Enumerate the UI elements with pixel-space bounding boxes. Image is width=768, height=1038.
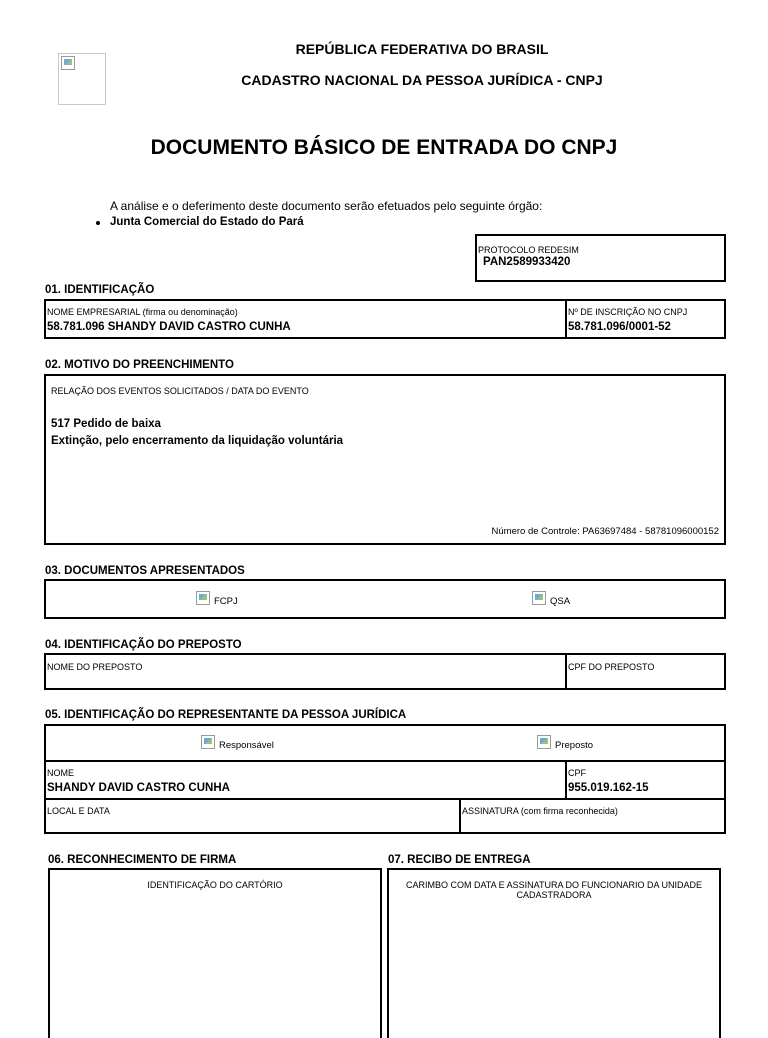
section-02-title: 02. MOTIVO DO PREENCHIMENTO (45, 359, 234, 371)
protocol-box (475, 234, 726, 282)
cnpj-value: 58.781.096/0001-52 (568, 321, 671, 333)
section-05-title: 05. IDENTIFICAÇÃO DO REPRESENTANTE DA PESSOA JURÍDICA (45, 709, 407, 721)
intro-text: A análise e o deferimento deste documento serão efetuados pelo seguinte órgão: (110, 199, 543, 213)
document-title: DOCUMENTO BÁSICO DE ENTRADA DO CNPJ (150, 136, 618, 159)
notary-box (48, 868, 382, 1038)
section-01-title: 01. IDENTIFICAÇÃO (45, 284, 155, 296)
section-03-title: 03. DOCUMENTOS APRESENTADOS (45, 565, 245, 577)
section-06-title: 06. RECONHECIMENTO DE FIRMA (48, 854, 237, 866)
checkbox-image-icon (196, 591, 210, 605)
agent-box (44, 653, 726, 690)
registry-heading: CADASTRO NACIONAL DA PESSOA JURÍDICA - CNPJ (241, 72, 603, 88)
event-line-2: Extinção, pelo encerramento da liquidação voluntária (51, 435, 344, 447)
protocol-label: PROTOCOLO REDESIM (478, 245, 579, 255)
events-label: RELAÇÃO DOS EVENTOS SOLICITADOS / DATA DO EVENTO (51, 386, 309, 396)
option-responsavel: Responsável (219, 740, 274, 751)
document-qsa: QSA (550, 596, 571, 607)
section-04-title: 04. IDENTIFICAÇÃO DO PREPOSTO (45, 639, 242, 651)
representative-name-label: NOME (47, 768, 74, 778)
company-name-label: NOME EMPRESARIAL (firma ou denominação) (47, 307, 238, 317)
organ-bullet (96, 221, 100, 225)
representative-box (44, 724, 726, 834)
receipt-label-line-2: CADASTRADORA (516, 890, 592, 900)
document-fcpj: FCPJ (214, 596, 238, 607)
representative-name-value: SHANDY DAVID CASTRO CUNHA (47, 782, 230, 794)
checkbox-image-icon (201, 735, 215, 749)
place-date-label: LOCAL E DATA (47, 806, 110, 816)
organ-name: Junta Comercial do Estado do Pará (110, 216, 304, 228)
receipt-label-line-1: CARIMBO COM DATA E ASSINATURA DO FUNCIONARIO DA UNIDADE (405, 880, 703, 890)
identification-box (44, 299, 726, 339)
signature-label: ASSINATURA (com firma reconhecida) (462, 806, 618, 816)
receipt-box (387, 868, 721, 1038)
company-name-value: 58.781.096 SHANDY DAVID CASTRO CUNHA (47, 321, 291, 333)
option-preposto: Preposto (555, 740, 594, 751)
cnpj-label: Nº DE INSCRIÇÃO NO CNPJ (568, 307, 688, 317)
country-heading: REPÚBLICA FEDERATIVA DO BRASIL (295, 41, 549, 57)
event-line-1: 517 Pedido de baixa (51, 418, 161, 430)
documents-box (44, 579, 726, 619)
broken-image-icon (61, 56, 75, 70)
agent-cpf-label: CPF DO PREPOSTO (568, 662, 655, 672)
agent-name-label: NOME DO PREPOSTO (47, 662, 143, 672)
section-07-title: 07. RECIBO DE ENTREGA (388, 854, 531, 866)
protocol-value: PAN2589933420 (483, 256, 571, 268)
checkbox-image-icon (537, 735, 551, 749)
representative-cpf-value: 955.019.162-15 (568, 782, 649, 794)
notary-label: IDENTIFICAÇÃO DO CARTÓRIO (147, 880, 283, 890)
control-number: Número de Controle: PA63697484 - 58781096000152 (491, 526, 719, 537)
reason-box (44, 374, 726, 545)
checkbox-image-icon (532, 591, 546, 605)
representative-cpf-label: CPF (568, 768, 586, 778)
